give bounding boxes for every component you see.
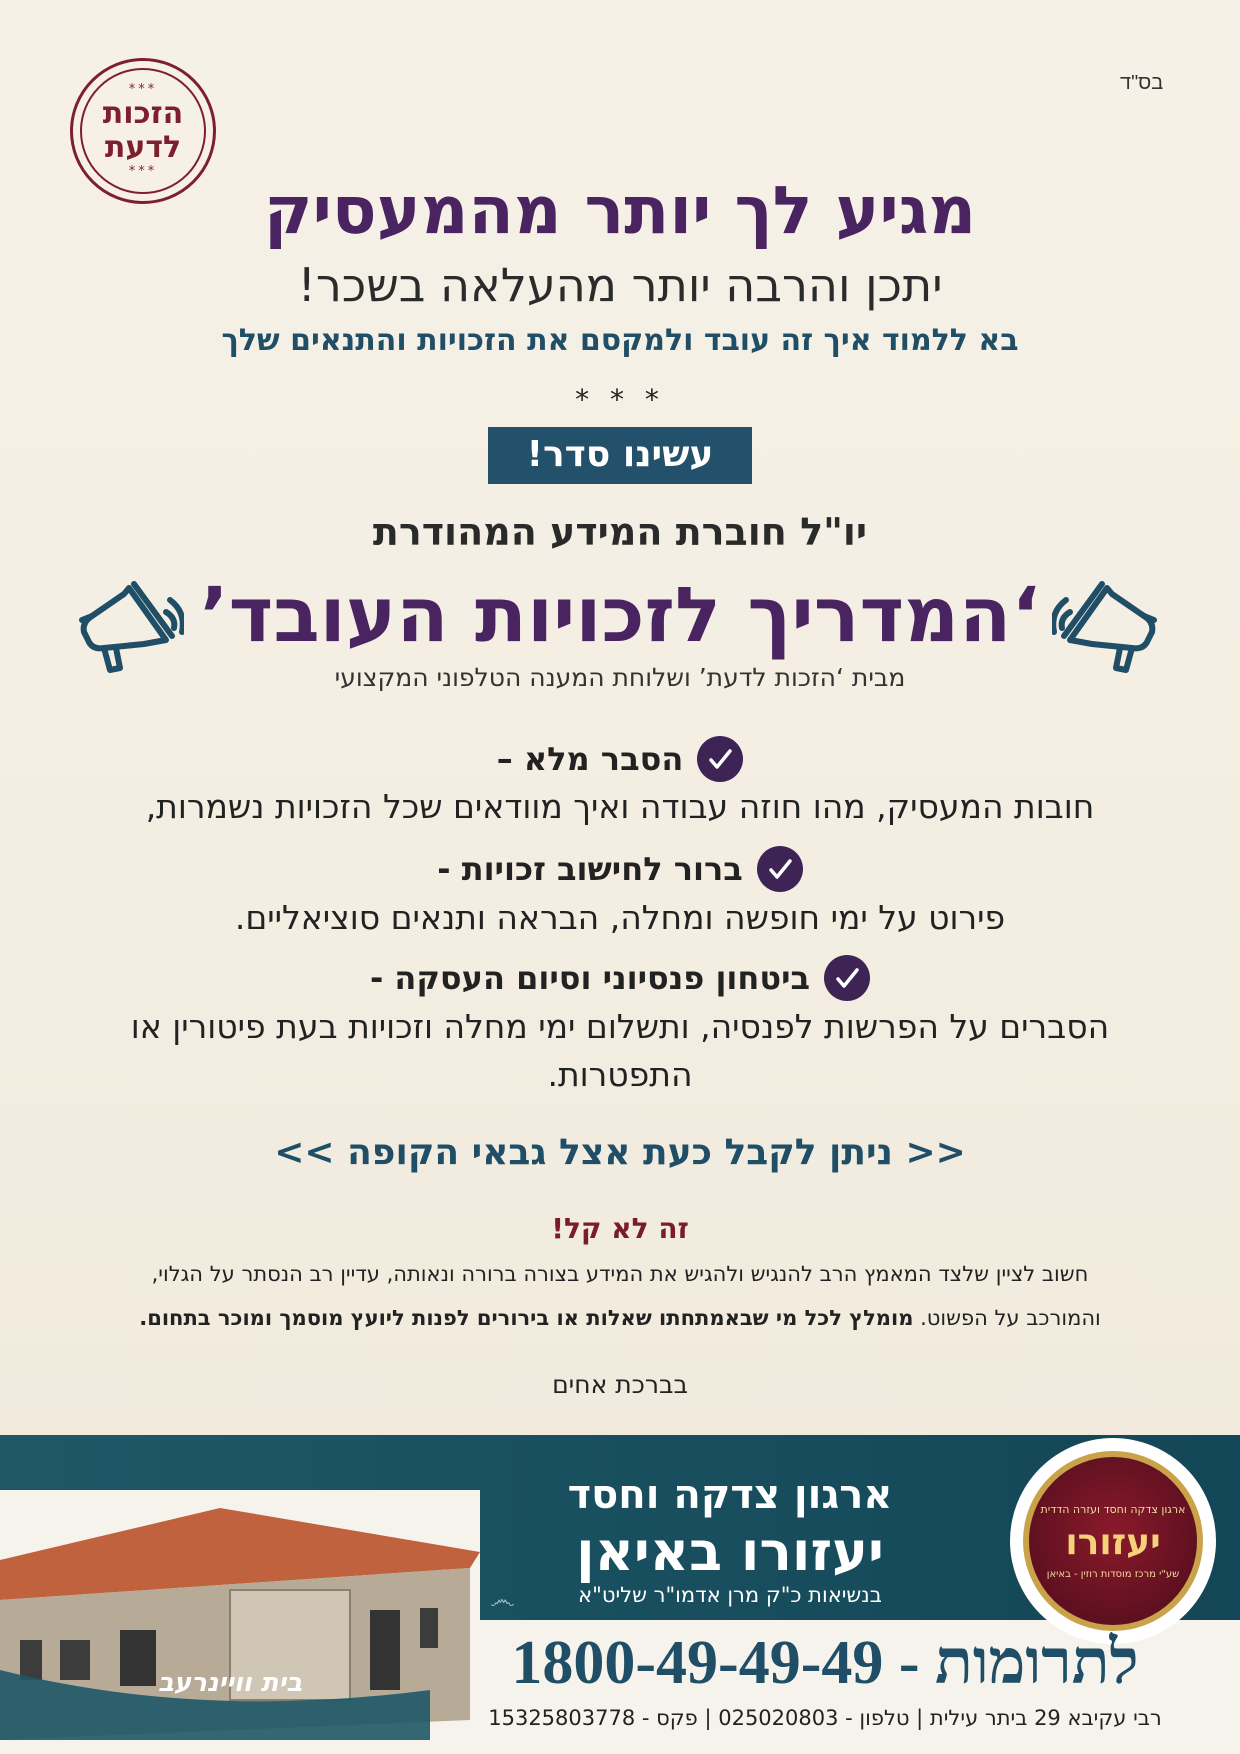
stamp-stars-top: *** [128, 82, 158, 97]
bsd-mark: בס"ד [1120, 72, 1164, 94]
donation-phone: לתרומות - 1800-49-49-49 [511, 1629, 1139, 1697]
feature-item-1-title: הסבר מלא – [496, 740, 684, 778]
feature-item-3-header [0, 955, 1240, 1001]
stamp-line-2: לדעת [104, 130, 182, 165]
feature-item-1-body: חובות המעסיק, מהו חוזה עבודה ואיך מוודאים שכל הזכויות נשמרות, [145, 787, 1095, 826]
logo-bottom-text: שע"י מרכז מוסדות רוזין - באיאן [1046, 1568, 1180, 1580]
separator-stars: * * * [575, 383, 665, 416]
disclaimer-line-2-bold: מומלץ לכל מי שבאמתחתו שאלות או בירורים לפנות ליועץ מוסמך ומוכר בתחום. [139, 1306, 914, 1330]
feature-item-3-body: הסברים על הפרשות לפנסיה, ותשלום ימי מחלה וזכויות בעת פיטורין או התפטרות. [130, 1007, 1110, 1094]
org-line-1: ארגון צדקה וחסד [567, 1472, 893, 1518]
feature-item-2-body: פירוט על ימי חופשה ומחלה, הבראה ותנאים סוציאליים. [234, 898, 1006, 937]
megaphone-icon [74, 570, 184, 680]
disclaimer-line-2-plain: והמורכב על הפשוט. [913, 1306, 1101, 1330]
check-circle-icon [697, 736, 743, 782]
sub-headline: יתכן והרבה יותר מהעלאה בשכר! [297, 258, 943, 312]
banner-label: עשינו סדר! [488, 427, 752, 484]
blessing: בברכת אחים [552, 1370, 688, 1399]
check-circle-icon [824, 955, 870, 1001]
contact-address: רבי עקיבא 29 ביתר עילית | טלפון - 025020803 | פקס - 15325803778 [488, 1706, 1162, 1730]
stamp-line-1: הזכות [102, 96, 184, 131]
availability-line: << ניתן לקבל כעת אצל גבאי הקופה >> [274, 1132, 966, 1173]
publication-source: מבית ‘הזכות לדעת’ ושלוחת המענה הטלפוני המקצועי [334, 663, 906, 692]
main-headline: מגיע לך יותר מהמעסיק [263, 172, 977, 249]
logo-top-text: ארגון צדקה וחסד ועזרה הדדית [1040, 1502, 1186, 1516]
megaphone-icon [1052, 570, 1162, 680]
logo-name: יעזורו [1065, 1521, 1161, 1563]
cta-line: בא ללמוד איך זה עובד ולמקסם את הזכויות והתנאים שלך [221, 323, 1019, 358]
org-presidency: בנשיאות כ"ק מרן אדמו"ר שליט"א [578, 1583, 882, 1607]
disclaimer-line-1: חשוב לציין שלצד המאמץ הרב להנגיש ולהגיש את המידע בצורה ברורה ונאותה, עדיין רב הנסתר על הגלוי, [151, 1262, 1089, 1286]
stamp-stars-bottom: *** [128, 164, 158, 179]
feature-item-3-title: ביטחון פנסיוני וסיום העסקה - [369, 959, 811, 997]
publication-title: ‘המדריך לזכויות העובד’ [199, 570, 1041, 659]
feature-item-1-header [0, 736, 1240, 782]
building-label: בית וויינרעב [157, 1668, 303, 1698]
swirl-ornament: ෴ [490, 1585, 515, 1615]
feature-item-2-title: ברור לחישוב זכויות - [437, 850, 743, 888]
publication-intro: יו"ל חוברת המידע המהודרת [372, 510, 868, 554]
feature-item-2-header [0, 846, 1240, 892]
disclaimer-heading: זה לא קל! [551, 1212, 689, 1245]
building-photo [0, 1490, 480, 1740]
check-circle-icon [757, 846, 803, 892]
org-logo [1010, 1438, 1216, 1644]
disclaimer-line-2 [110, 1296, 1130, 1340]
org-name: יעזורו באיאן [576, 1520, 884, 1583]
